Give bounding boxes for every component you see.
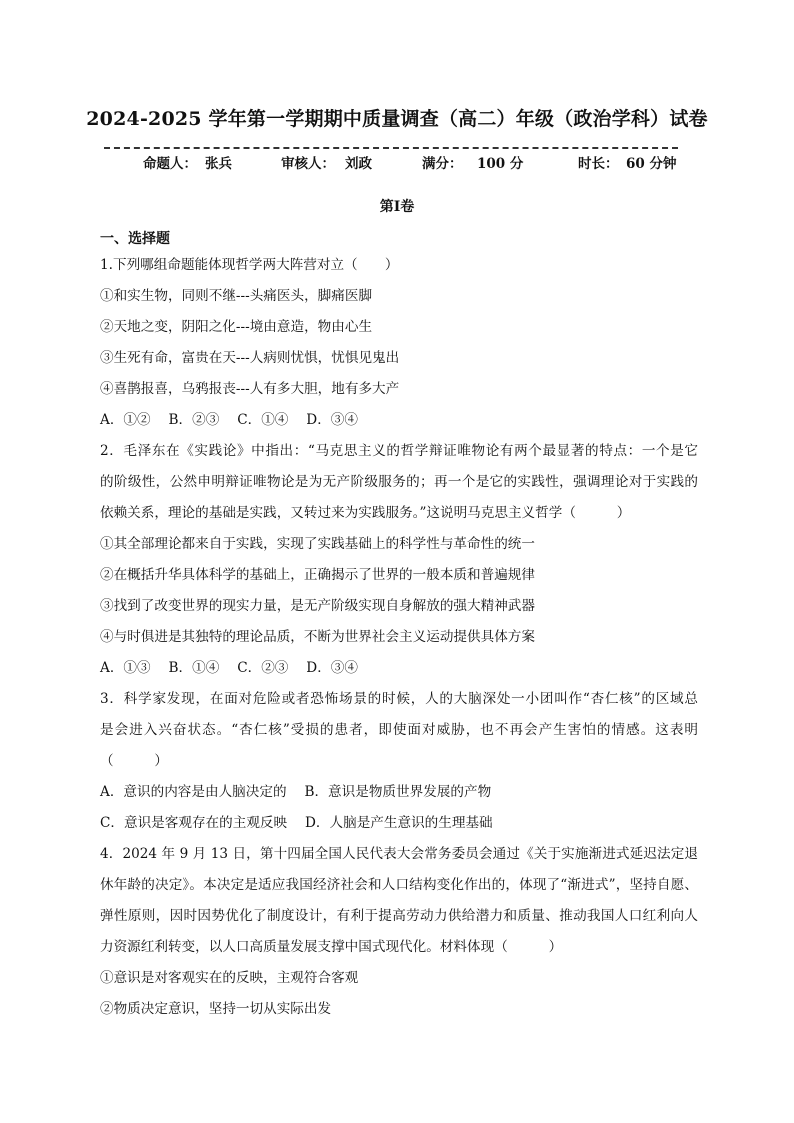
exam-title: 2024-2025 学年第一学期期中质量调查（高二）年级（政治学科）试卷: [86, 108, 708, 130]
setter-name: 张兵: [205, 156, 232, 172]
option-line: ②天地之变，阴阳之化---境由意造，物由心生: [100, 319, 373, 335]
title-divider: [104, 147, 678, 149]
question-line: 是会进入兴奋状态。“杏仁核”受损的患者，即使面对威胁，也不再会产生害怕的情感。这表明: [100, 722, 698, 738]
part-heading: 第Ⅰ卷: [379, 199, 415, 215]
answer-choices: A．①③ B．①④ C．②③ D．③④: [100, 660, 358, 676]
answer-choices: C．意识是客观存在的主观反映 D．人脑是产生意识的生理基础: [100, 815, 493, 831]
time-label: 时长：: [578, 156, 619, 172]
question-line: 力资源红利转变，以人口高质量发展支撑中国式现代化。材料体现（ ）: [100, 939, 563, 955]
setter-label: 命题人：: [143, 156, 197, 172]
question-line: 弹性原则，因时因势优化了制度设计，有利于提高劳动力供给潜力和质量、推动我国人口红利向人: [100, 908, 698, 924]
question-line: 的阶级性，公然申明辩证唯物论是为无产阶级服务的；再一个是它的实践性，强调理论对于实践的: [100, 474, 698, 490]
option-line: ①意识是对客观实在的反映，主观符合客观: [100, 970, 359, 986]
question-line: 4．2024 年 9 月 13 日，第十四届全国人民代表大会常务委员会通过《关于实施渐进式延迟法定退: [100, 846, 698, 862]
score-label: 满分：: [422, 156, 463, 172]
reviewer-name: 刘政: [345, 156, 372, 172]
question-content: [100, 250, 698, 1025]
option-line: ①和实生物，同则不继---头痛医头，脚痛医脚: [100, 288, 373, 304]
section-heading: 一、选择题: [100, 231, 170, 247]
question-line: 依赖关系，理论的基础是实践，又转过来为实践服务。”这说明马克思主义哲学（ ）: [100, 505, 631, 521]
answer-choices: A．意识的内容是由人脑决定的 B．意识是物质世界发展的产物: [100, 784, 492, 800]
option-line: ①其全部理论都来自于实践，实现了实践基础上的科学性与革命性的统一: [100, 536, 535, 552]
question-line: 1.下列哪组命题能体现哲学两大阵营对立（ ）: [100, 257, 399, 273]
option-line: ③找到了改变世界的现实力量，是无产阶级实现自身解放的强大精神武器: [100, 598, 535, 614]
option-line: ④喜鹊报喜，乌鸦报丧---人有多大胆，地有多大产: [100, 381, 400, 397]
answer-choices: A．①② B．②③ C．①④ D．③④: [100, 412, 358, 428]
option-line: ③生死有命，富贵在天---人病则忧惧，忧惧见鬼出: [100, 350, 400, 366]
option-line: ②物质决定意识，坚持一切从实际出发: [100, 1001, 332, 1017]
reviewer-label: 审核人：: [281, 156, 335, 172]
question-line: 3．科学家发现，在面对危险或者恐怖场景的时候，人的大脑深处一小团叫作“杏仁核”的区域总: [100, 691, 698, 707]
option-line: ②在概括升华具体科学的基础上，正确揭示了世界的一般本质和普遍规律: [100, 567, 535, 583]
time-value: 60 分钟: [626, 156, 677, 172]
score-value: 100 分: [477, 156, 524, 172]
question-line: 2．毛泽东在《实践论》中指出：“马克思主义的哲学辩证唯物论有两个最显著的特点：一个是它: [100, 443, 698, 459]
question-line: （ ）: [100, 753, 168, 769]
option-line: ④与时俱进是其独特的理论品质，不断为世界社会主义运动提供具体方案: [100, 629, 535, 645]
question-line: 休年龄的决定》。本决定是适应我国经济社会和人口结构变化作出的，体现了“渐进式”，坚持自愿、: [100, 877, 698, 893]
